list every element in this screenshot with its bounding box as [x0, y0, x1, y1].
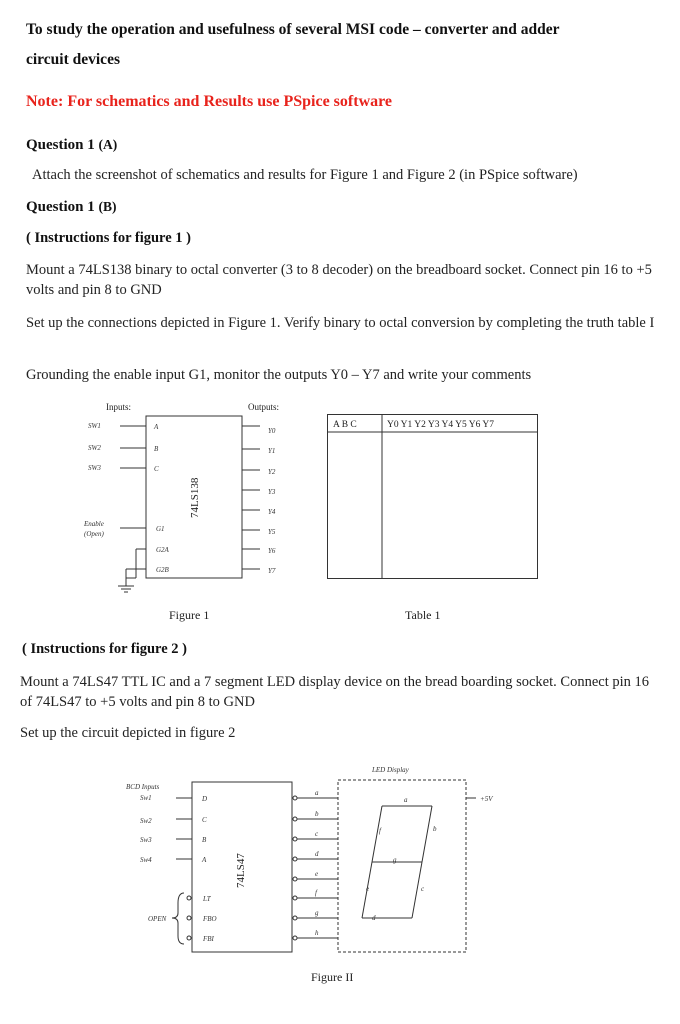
- figure-2-instruction-1: Mount a 74LS47 TTL IC and a 7 segment LED display device on the bread boarding socket. Connect pin 16 of 74LS47 to +5 volts and pin 8 to GND: [20, 674, 650, 710]
- output-a: [293, 789, 338, 800]
- enable-state: (Open): [84, 530, 104, 538]
- figure-2-instruction-2: Set up the circuit depicted in figure 2: [20, 725, 236, 741]
- switch-label: SW2: [88, 444, 101, 452]
- input-pin-label: A: [202, 856, 207, 864]
- output-y5: [242, 528, 276, 536]
- output-y6: [242, 547, 276, 555]
- figure-2-caption: Figure II: [311, 970, 354, 984]
- switch-input-sw1: [88, 422, 159, 431]
- title-line-2: circuit devices: [26, 51, 120, 68]
- decoder-chip-label: 74LS138: [189, 477, 201, 518]
- segment-label-a: a: [404, 796, 408, 804]
- input-pin-label: B: [202, 836, 207, 844]
- question-1b-heading: [26, 199, 117, 216]
- lt-pin-bubble: [187, 896, 191, 900]
- table-1-caption: Table 1: [405, 608, 441, 622]
- output-y3: [242, 488, 276, 496]
- output-c: [293, 830, 338, 841]
- led-display-label: LED Display: [372, 766, 409, 774]
- table-header-outputs: Y0 Y1 Y2 Y3 Y4 Y5 Y6 Y7: [387, 420, 495, 430]
- switch-label: SW1: [88, 422, 101, 430]
- bcd-decoder-chip-label: 74LS47: [235, 853, 247, 888]
- segment-b: [422, 806, 432, 862]
- switch-label: Sw1: [140, 794, 152, 802]
- enable-pin-g2b: G2B: [156, 566, 169, 574]
- input-pin-label: B: [154, 445, 159, 453]
- segment-label-g: g: [393, 856, 397, 864]
- fbi-pin-bubble: [187, 936, 191, 940]
- switch-input-sw2: [140, 816, 207, 825]
- title-line-1: To study the operation and usefulness of several MSI code – converter and adder: [26, 21, 560, 38]
- switch-input-sw2: [88, 444, 159, 453]
- svg-text:Y1: Y1: [268, 447, 276, 455]
- figure-2-instructions-heading: ( Instructions for figure 2 ): [22, 641, 187, 657]
- outputs-label: Outputs:: [248, 402, 280, 412]
- figure-1-instruction-1: Mount a 74LS138 binary to octal converter (3 to 8 decoder) on the breadboard socket. Connect pin 16 to +5 volts and pin 8 to GND: [26, 262, 652, 298]
- svg-text:Y2: Y2: [268, 468, 276, 476]
- switch-label: Sw2: [140, 817, 152, 825]
- output-y2: [242, 468, 276, 476]
- figure-2-schematic: [110, 758, 520, 958]
- ground-icon: [118, 586, 134, 592]
- open-brace: [172, 893, 184, 944]
- svg-text:Y6: Y6: [268, 547, 276, 555]
- note-text: Note: For schematics and Results use PSpice software: [26, 93, 393, 110]
- question-1b-tag: (B): [98, 199, 117, 214]
- question-1a-tag: (A): [98, 137, 118, 152]
- control-pin-fbi: FBI: [203, 935, 214, 943]
- output-h: [293, 929, 338, 940]
- seven-segment-digit: [362, 806, 432, 918]
- svg-text:a: a: [315, 789, 319, 797]
- svg-text:c: c: [315, 830, 319, 838]
- bcd-inputs-label: BCD Inputs: [126, 783, 160, 791]
- svg-text:Y4: Y4: [268, 508, 276, 516]
- truth-table-1: [327, 414, 539, 580]
- switch-label: Sw4: [140, 856, 152, 864]
- question-1a-heading: [26, 137, 117, 154]
- input-pin-label: C: [202, 816, 207, 824]
- switch-input-sw1: [140, 794, 207, 803]
- figure-1-caption: Figure 1: [169, 608, 210, 622]
- output-f: [293, 889, 338, 900]
- question-1a-label: Question 1: [26, 137, 95, 153]
- svg-text:Y3: Y3: [268, 488, 276, 496]
- svg-text:Y5: Y5: [268, 528, 276, 536]
- input-pin-label: D: [202, 795, 208, 803]
- switch-input-sw3: [140, 836, 207, 844]
- svg-text:d: d: [315, 850, 319, 858]
- output-y0: [242, 426, 276, 435]
- output-e: [293, 870, 338, 881]
- supply-label: +5V: [480, 795, 493, 803]
- enable-pin-g2a: G2A: [156, 546, 169, 554]
- segment-label-d: d: [372, 914, 376, 922]
- segment-label-c: c: [421, 885, 425, 893]
- switch-label: Sw3: [140, 836, 152, 844]
- figure-1-instruction-2: Set up the connections depicted in Figure 1. Verify binary to octal conversion by completing the truth table I: [26, 315, 655, 331]
- figure-1-instructions-heading: ( Instructions for figure 1 ): [26, 230, 191, 246]
- inputs-label: Inputs:: [106, 402, 132, 412]
- switch-input-sw3: [88, 464, 159, 473]
- svg-text:Y0: Y0: [268, 427, 276, 435]
- output-b: [293, 810, 338, 821]
- switch-label: SW3: [88, 464, 101, 472]
- table-border: [328, 415, 538, 579]
- segment-label-f: f: [379, 827, 381, 835]
- enable-pin-g1: G1: [156, 525, 165, 533]
- open-label: OPEN: [148, 915, 167, 923]
- segment-label-e: e: [366, 885, 370, 893]
- figure-1-instruction-3: Grounding the enable input G1, monitor the outputs Y0 – Y7 and write your comments: [26, 367, 532, 383]
- svg-text:Y7: Y7: [268, 567, 276, 575]
- output-y4: [242, 508, 276, 516]
- enable-label: Enable: [84, 520, 104, 528]
- figure-1-schematic: [80, 398, 300, 598]
- question-1a-text: Attach the screenshot of schematics and results for Figure 1 and Figure 2 (in PSpice software): [32, 167, 578, 183]
- output-y7: [242, 567, 276, 575]
- switch-input-sw4: [140, 856, 207, 864]
- output-g: [293, 909, 338, 920]
- segment-label-b: b: [433, 825, 437, 833]
- output-d: [293, 850, 338, 861]
- control-pin-lt: LT: [203, 895, 211, 903]
- svg-text:e: e: [315, 870, 319, 878]
- input-pin-label: A: [154, 423, 159, 431]
- svg-text:f: f: [315, 889, 317, 897]
- svg-text:g: g: [315, 909, 319, 917]
- question-1b-label: Question 1: [26, 199, 95, 215]
- fbo-pin-bubble: [187, 916, 191, 920]
- input-pin-label: C: [154, 465, 159, 473]
- output-y1: [242, 447, 275, 455]
- control-pin-fbo: FBO: [203, 915, 217, 923]
- svg-text:b: b: [315, 810, 319, 818]
- table-header-inputs: A B C: [333, 420, 357, 430]
- svg-text:h: h: [315, 929, 319, 937]
